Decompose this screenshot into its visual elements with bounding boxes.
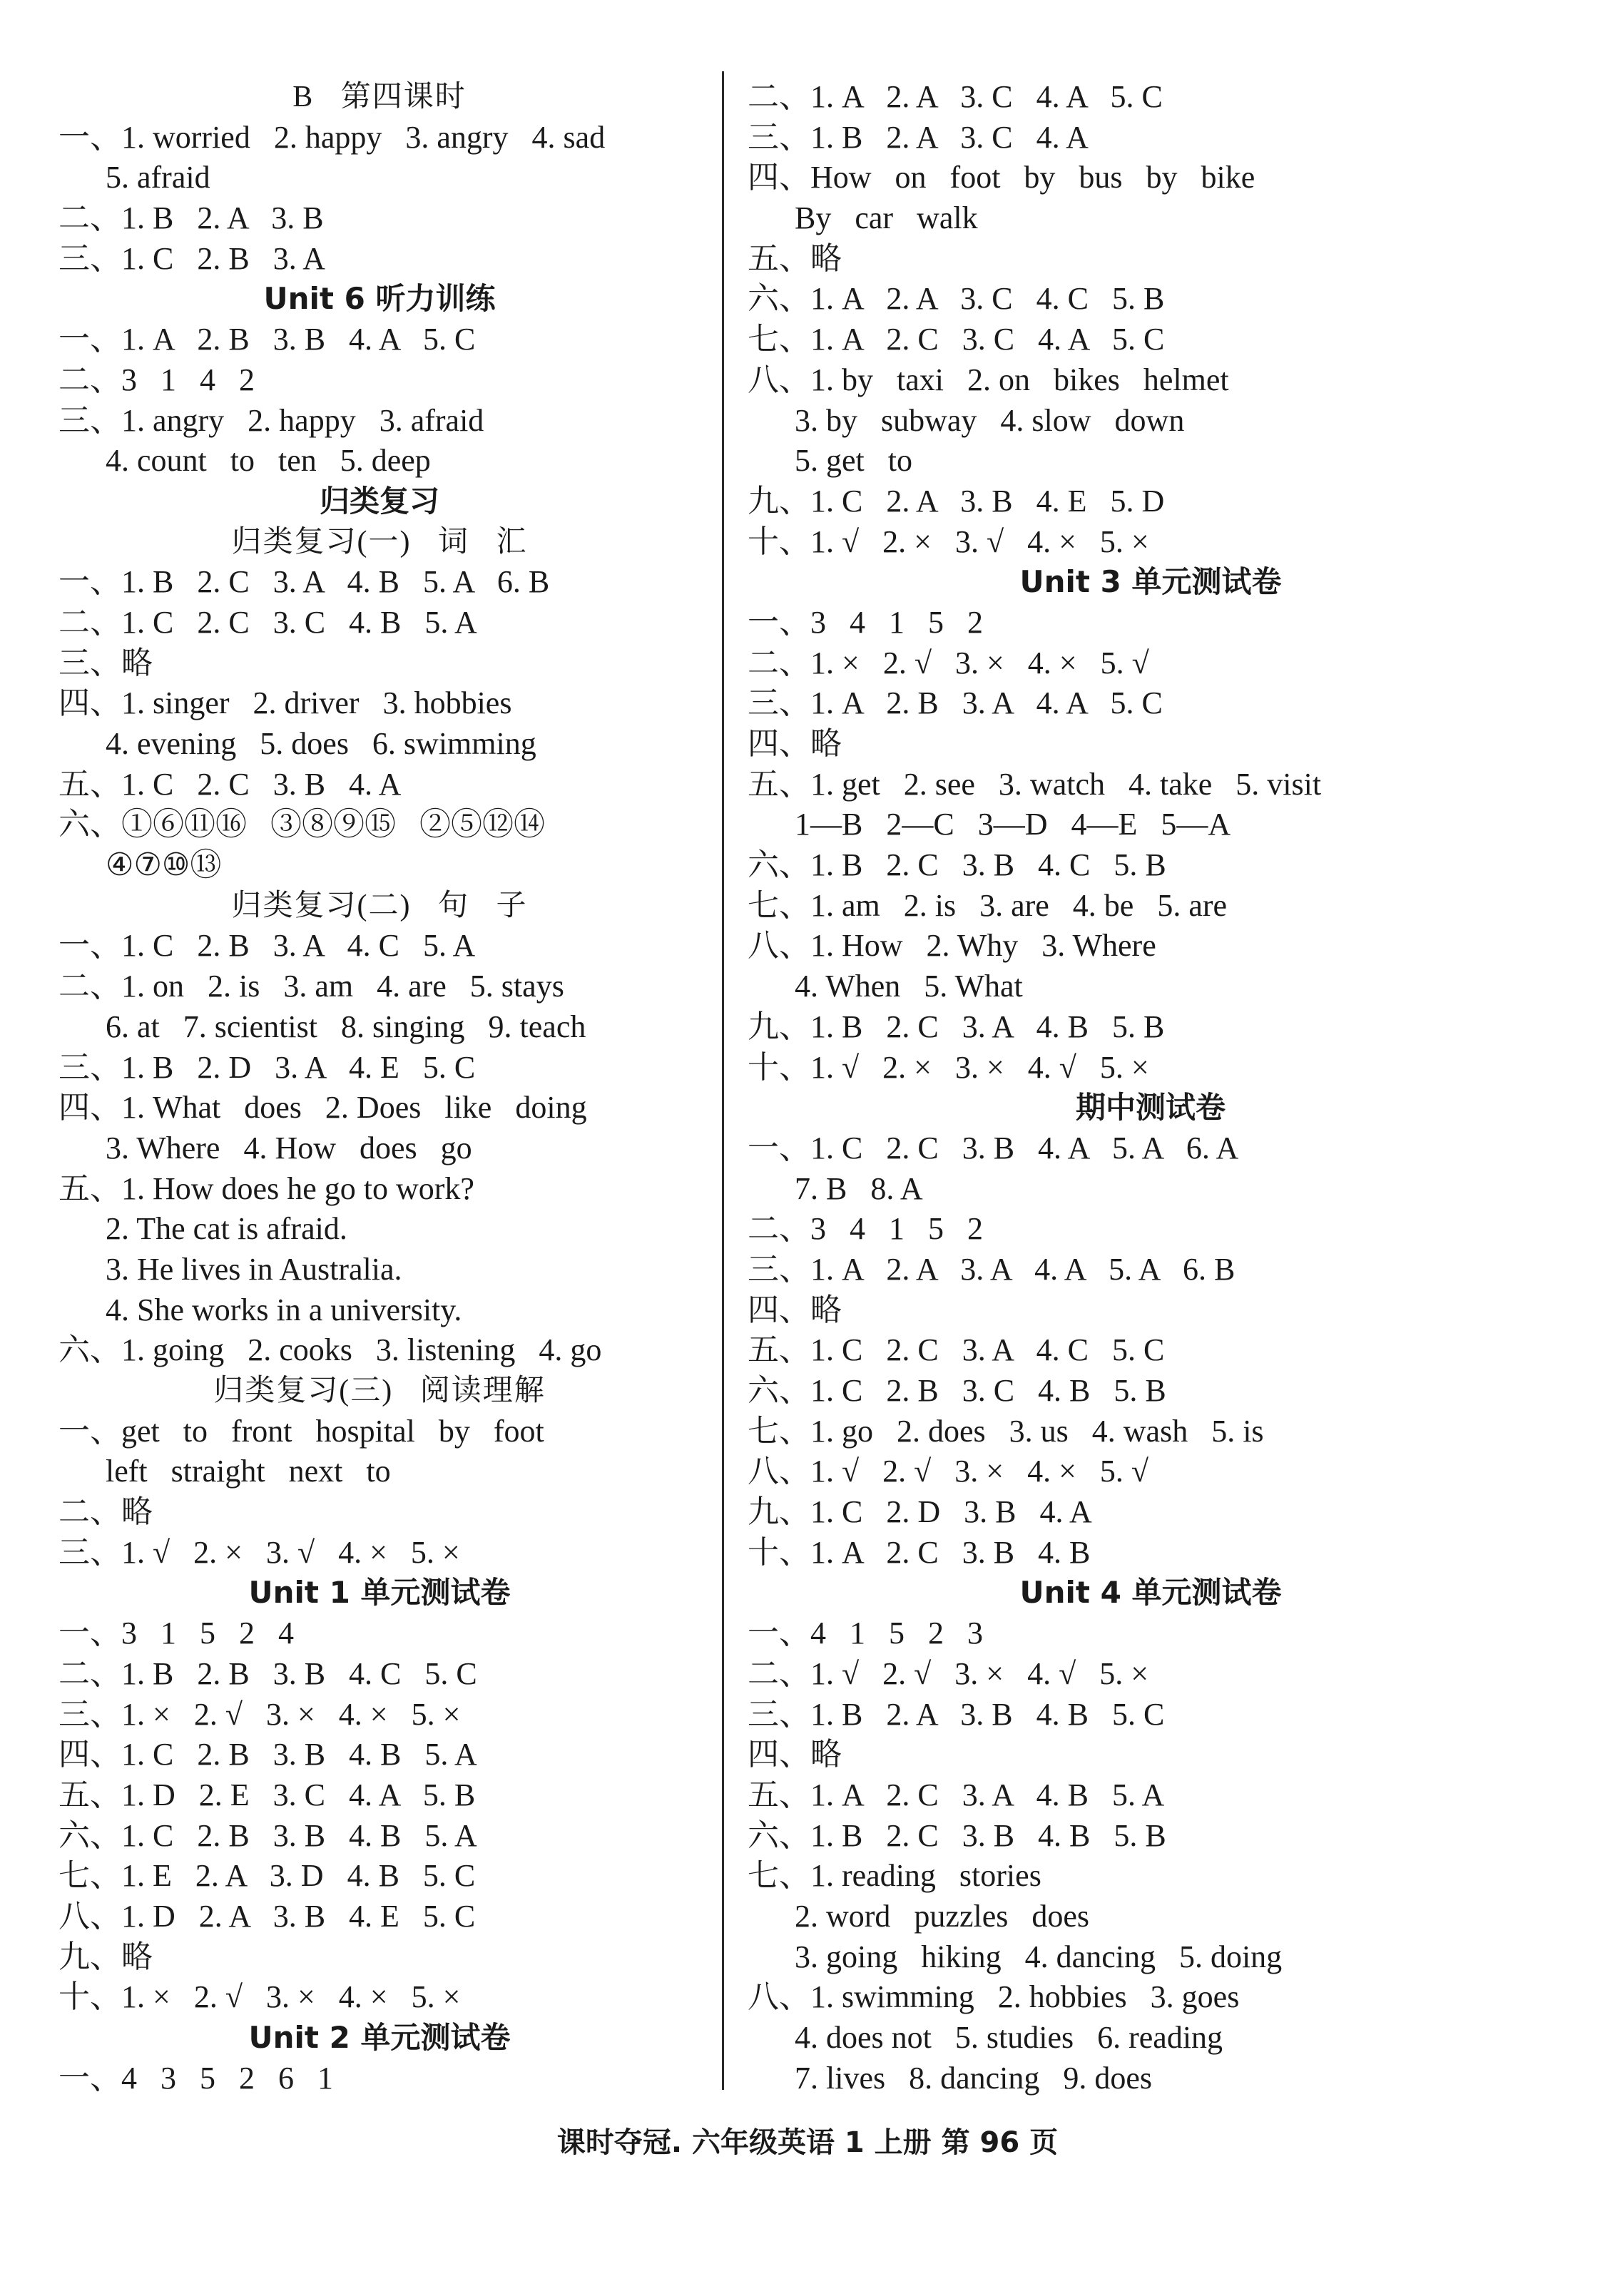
answer-line: 一、3 4 1 5 2 bbox=[748, 604, 983, 640]
answer-line: 三、1. B 2. D 3. A 4. E 5. C bbox=[58, 1049, 476, 1085]
answer-line: 七、1. reading stories bbox=[748, 1858, 1041, 1894]
answer-line: 一、1. worried 2. happy 3. angry 4. sad bbox=[58, 119, 606, 155]
answer-line: 五、1. get 2. see 3. watch 4. take 5. visit bbox=[748, 766, 1322, 802]
answer-line: 八、1. swimming 2. hobbies 3. goes bbox=[748, 1979, 1240, 2015]
answer-line: 一、1. B 2. C 3. A 4. B 5. A 6. B bbox=[58, 564, 550, 600]
answer-line: ④⑦⑩⑬ bbox=[106, 847, 222, 883]
answer-line: 3. Where 4. How does go bbox=[106, 1130, 472, 1165]
section-heading: 归类复习(二) 句 子 bbox=[231, 889, 528, 922]
answer-line: 六、1. B 2. C 3. B 4. B 5. B bbox=[748, 1817, 1166, 1853]
answer-line: 八、1. How 2. Why 3. Where bbox=[748, 928, 1156, 964]
answer-line: 三、1. √ 2. × 3. √ 4. × 5. × bbox=[58, 1534, 460, 1570]
answer-line: 四、略 bbox=[748, 1292, 842, 1327]
answer-line: 7. lives 8. dancing 9. does bbox=[795, 2060, 1153, 2096]
answer-line: 一、get to front hospital by foot bbox=[58, 1413, 544, 1449]
answer-line: 九、1. B 2. C 3. A 4. B 5. B bbox=[748, 1009, 1165, 1044]
answer-line: 七、1. am 2. is 3. are 4. be 5. are bbox=[748, 887, 1228, 923]
answer-line: 六、1. C 2. B 3. B 4. B 5. A bbox=[58, 1817, 477, 1853]
section-heading: 归类复习 bbox=[319, 483, 439, 519]
answer-line: 四、How on foot by bus by bike bbox=[748, 160, 1255, 195]
answer-line: 1—B 2—C 3—D 4—E 5—A bbox=[795, 807, 1231, 842]
answer-line: 五、1. C 2. C 3. A 4. C 5. C bbox=[748, 1332, 1165, 1368]
answer-line: 四、1. What does 2. Does like doing bbox=[58, 1090, 587, 1126]
section-heading: Unit 3 单元测试卷 bbox=[1019, 564, 1282, 600]
answer-line: 八、1. D 2. A 3. B 4. E 5. C bbox=[58, 1898, 476, 1934]
section-heading: B 第四课时 bbox=[292, 81, 467, 113]
answer-line: 四、1. singer 2. driver 3. hobbies bbox=[58, 685, 512, 721]
answer-line: 6. at 7. scientist 8. singing 9. teach bbox=[106, 1009, 586, 1044]
section-heading: 期中测试卷 bbox=[1075, 1090, 1226, 1126]
answer-line: 三、1. A 2. A 3. A 4. A 5. A 6. B bbox=[748, 1251, 1236, 1287]
answer-line: 三、1. angry 2. happy 3. afraid bbox=[58, 402, 484, 438]
answer-line: 四、略 bbox=[748, 726, 842, 761]
answer-line: 十、1. × 2. √ 3. × 4. × 5. × bbox=[58, 1979, 461, 2015]
answer-line: left straight next to bbox=[106, 1454, 391, 1489]
answer-line: 一、4 1 5 2 3 bbox=[748, 1616, 983, 1651]
answer-line: 5. afraid bbox=[106, 160, 210, 195]
answer-line: 一、1. C 2. C 3. B 4. A 5. A 6. A bbox=[748, 1130, 1239, 1165]
answer-line: 3. by subway 4. slow down bbox=[795, 402, 1185, 438]
answer-line: 五、1. How does he go to work? bbox=[58, 1170, 474, 1206]
answer-line: 六、1. going 2. cooks 3. listening 4. go bbox=[58, 1332, 602, 1368]
answer-line: 三、1. C 2. B 3. A bbox=[58, 240, 326, 276]
answer-line: 3. He lives in Australia. bbox=[106, 1251, 402, 1287]
answer-line: 六、1. B 2. C 3. B 4. C 5. B bbox=[748, 847, 1166, 883]
answer-line: 八、1. by taxi 2. on bikes helmet bbox=[748, 362, 1229, 397]
answer-line: 七、1. go 2. does 3. us 4. wash 5. is bbox=[748, 1413, 1264, 1449]
answer-line: 三、1. B 2. A 3. C 4. A bbox=[748, 119, 1089, 155]
answer-line: 二、1. √ 2. √ 3. × 4. √ 5. × bbox=[748, 1655, 1149, 1691]
answer-line: 九、1. C 2. D 3. B 4. A bbox=[748, 1494, 1092, 1530]
answer-line: 4. She works in a university. bbox=[106, 1292, 462, 1327]
answer-line: 五、1. D 2. E 3. C 4. A 5. B bbox=[58, 1777, 476, 1812]
answer-line: 7. B 8. A bbox=[795, 1170, 923, 1206]
answer-line: 三、1. A 2. B 3. A 4. A 5. C bbox=[748, 685, 1163, 721]
answer-line: 一、4 3 5 2 6 1 bbox=[58, 2060, 333, 2096]
answer-line: 二、1. B 2. B 3. B 4. C 5. C bbox=[58, 1655, 477, 1691]
section-heading: Unit 1 单元测试卷 bbox=[248, 1575, 511, 1611]
column-divider bbox=[722, 71, 724, 2090]
answer-line: 二、3 4 1 5 2 bbox=[748, 1211, 983, 1247]
answer-line: 六、①⑥⑪⑯ ③⑧⑨⑮ ②⑤⑫⑭ bbox=[58, 807, 545, 842]
section-heading: 归类复习(一) 词 汇 bbox=[231, 525, 528, 558]
answer-line: 四、略 bbox=[748, 1737, 842, 1772]
answer-line: 二、3 1 4 2 bbox=[58, 362, 255, 397]
answer-line: 3. going hiking 4. dancing 5. doing bbox=[795, 1939, 1283, 1974]
answer-line: 九、略 bbox=[58, 1939, 153, 1974]
answer-line: 2. word puzzles does bbox=[795, 1898, 1090, 1934]
answer-line: 一、1. C 2. B 3. A 4. C 5. A bbox=[58, 928, 476, 964]
answer-line: 一、3 1 5 2 4 bbox=[58, 1616, 294, 1651]
answer-line: 五、1. A 2. C 3. A 4. B 5. A bbox=[748, 1777, 1165, 1812]
page-footer: 课时夺冠. 六年级英语 1 上册 第 96 页 bbox=[556, 2126, 1059, 2159]
answer-line: 六、1. A 2. A 3. C 4. C 5. B bbox=[748, 281, 1165, 317]
answer-line: 十、1. √ 2. × 3. × 4. √ 5. × bbox=[748, 1049, 1149, 1085]
answer-line: 一、1. A 2. B 3. B 4. A 5. C bbox=[58, 322, 476, 357]
answer-line: 五、略 bbox=[748, 240, 842, 276]
answer-line: 八、1. √ 2. √ 3. × 4. × 5. √ bbox=[748, 1454, 1149, 1489]
answer-line: 十、1. √ 2. × 3. √ 4. × 5. × bbox=[748, 524, 1149, 559]
answer-line: 4. When 5. What bbox=[795, 969, 1023, 1004]
answer-line: 六、1. C 2. B 3. C 4. B 5. B bbox=[748, 1373, 1166, 1408]
answer-line: By car walk bbox=[795, 200, 978, 236]
answer-line: 四、1. C 2. B 3. B 4. B 5. A bbox=[58, 1737, 477, 1772]
answer-line: 九、1. C 2. A 3. B 4. E 5. D bbox=[748, 483, 1165, 519]
section-heading: Unit 2 单元测试卷 bbox=[248, 2020, 511, 2055]
answer-line: 七、1. E 2. A 3. D 4. B 5. C bbox=[58, 1858, 476, 1894]
answer-line: 三、略 bbox=[58, 645, 153, 680]
answer-line: 十、1. A 2. C 3. B 4. B bbox=[748, 1534, 1091, 1570]
answer-line: 5. get to bbox=[795, 443, 912, 479]
answer-line: 二、1. B 2. A 3. B bbox=[58, 200, 324, 236]
answer-line: 二、1. on 2. is 3. am 4. are 5. stays bbox=[58, 969, 564, 1004]
section-heading: Unit 6 听力训练 bbox=[263, 281, 496, 317]
answer-line: 二、1. × 2. √ 3. × 4. × 5. √ bbox=[748, 645, 1149, 680]
answer-line: 三、1. B 2. A 3. B 4. B 5. C bbox=[748, 1696, 1165, 1732]
answer-line: 七、1. A 2. C 3. C 4. A 5. C bbox=[748, 322, 1165, 357]
answer-line: 二、1. A 2. A 3. C 4. A 5. C bbox=[748, 79, 1163, 114]
section-heading: Unit 4 单元测试卷 bbox=[1019, 1575, 1282, 1611]
answer-line: 二、1. C 2. C 3. C 4. B 5. A bbox=[58, 604, 477, 640]
answer-line: 二、略 bbox=[58, 1494, 153, 1530]
left-column bbox=[58, 77, 700, 2098]
answer-line: 2. The cat is afraid. bbox=[106, 1211, 347, 1247]
answer-line: 4. count to ten 5. deep bbox=[106, 443, 431, 479]
answer-line: 五、1. C 2. C 3. B 4. A bbox=[58, 766, 402, 802]
right-column bbox=[748, 77, 1554, 2098]
answer-line: 4. does not 5. studies 6. reading bbox=[795, 2020, 1223, 2055]
answer-line: 4. evening 5. does 6. swimming bbox=[106, 726, 536, 761]
answer-line: 三、1. × 2. √ 3. × 4. × 5. × bbox=[58, 1696, 461, 1732]
section-heading: 归类复习(三) 阅读理解 bbox=[213, 1374, 546, 1407]
